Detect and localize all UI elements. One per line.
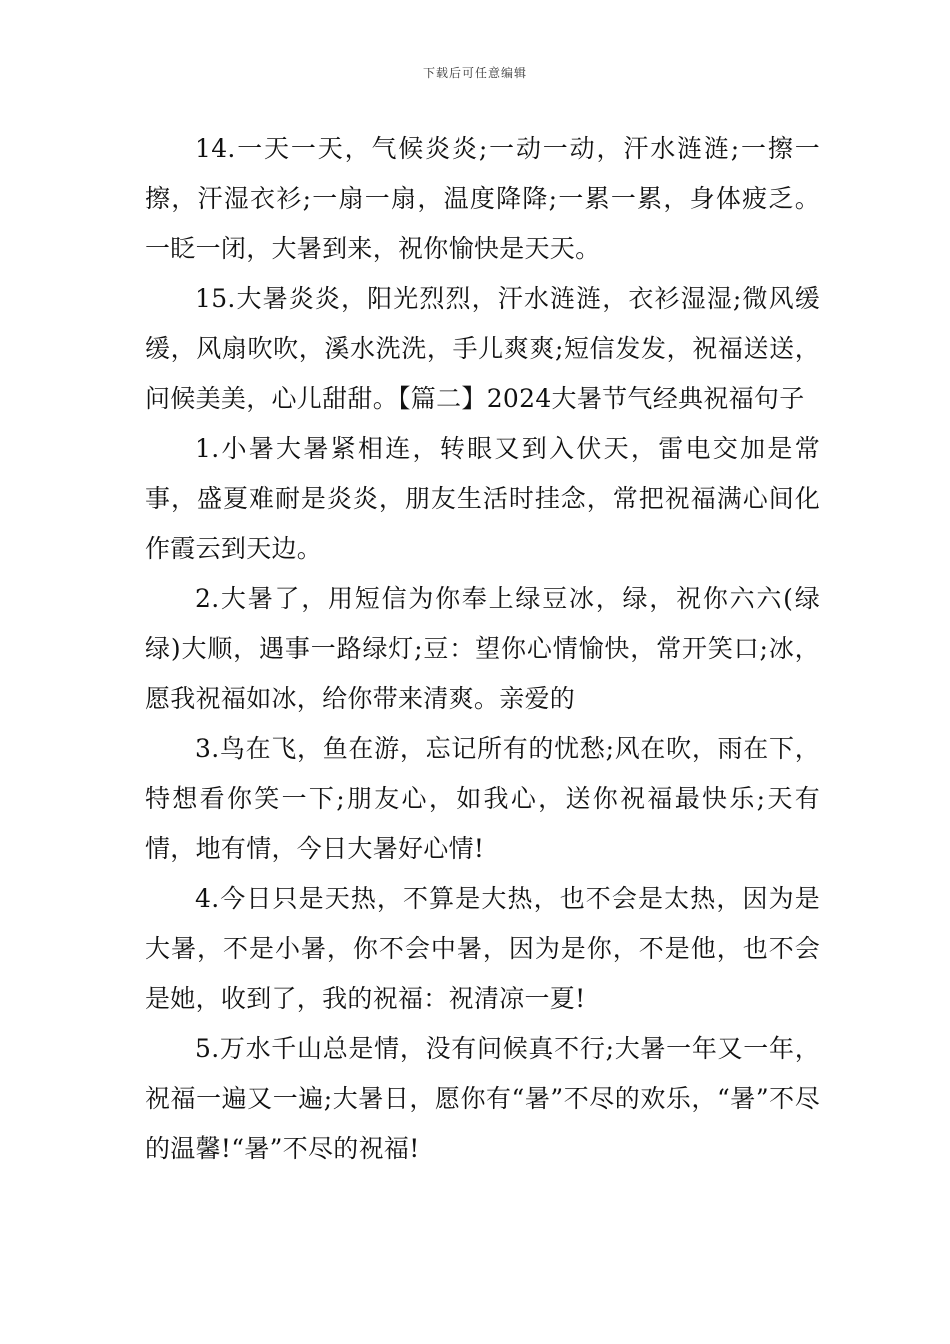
- paragraph-1: 1.小暑大暑紧相连，转眼又到入伏天，雷电交加是常事，盛夏难耐是炎炎，朋友生活时挂念，常把祝福满心间化作霞云到天边。: [145, 434, 820, 563]
- paragraph-4: 4.今日只是天热，不算是大热，也不会是太热，因为是大暑，不是小暑，你不会中暑，因为是你，不是他，也不会是她，收到了，我的祝福：祝清凉一夏!: [145, 884, 820, 1013]
- paragraph-15: 15.大暑炎炎，阳光烈烈，汗水涟涟，衣衫湿湿;微风缓缓，风扇吹吹，溪水洗洗，手儿爽爽;短信发发，祝福送送，问候美美，心儿甜甜。【篇二】2024大暑节气经典祝福句子: [145, 284, 820, 413]
- paragraph-2: 2.大暑了，用短信为你奉上绿豆冰，绿，祝你六六(绿绿)大顺，遇事一路绿灯;豆：望你心情愉快，常开笑口;冰，愿我祝福如冰，给你带来清爽。亲爱的: [145, 584, 820, 713]
- header-note: 下载后可任意编辑: [422, 66, 527, 80]
- paragraph-5: 5.万水千山总是情，没有问候真不行;大暑一年又一年，祝福一遍又一遍;大暑日，愿你有“暑”不尽的欢乐，“暑”不尽的温馨!“暑”不尽的祝福!: [145, 1034, 820, 1163]
- paragraph-3: 3.鸟在飞，鱼在游，忘记所有的忧愁;风在吹，雨在下，特想看你笑一下;朋友心，如我心，送你祝福最快乐;天有情，地有情，今日大暑好心情!: [145, 734, 820, 863]
- paragraph-14: 14.一天一天，气候炎炎;一动一动，汗水涟涟;一擦一擦，汗湿衣衫;一扇一扇，温度降降;一累一累，身体疲乏。一眨一闭，大暑到来，祝你愉快是天天。: [145, 134, 820, 263]
- document-body: [145, 124, 820, 1174]
